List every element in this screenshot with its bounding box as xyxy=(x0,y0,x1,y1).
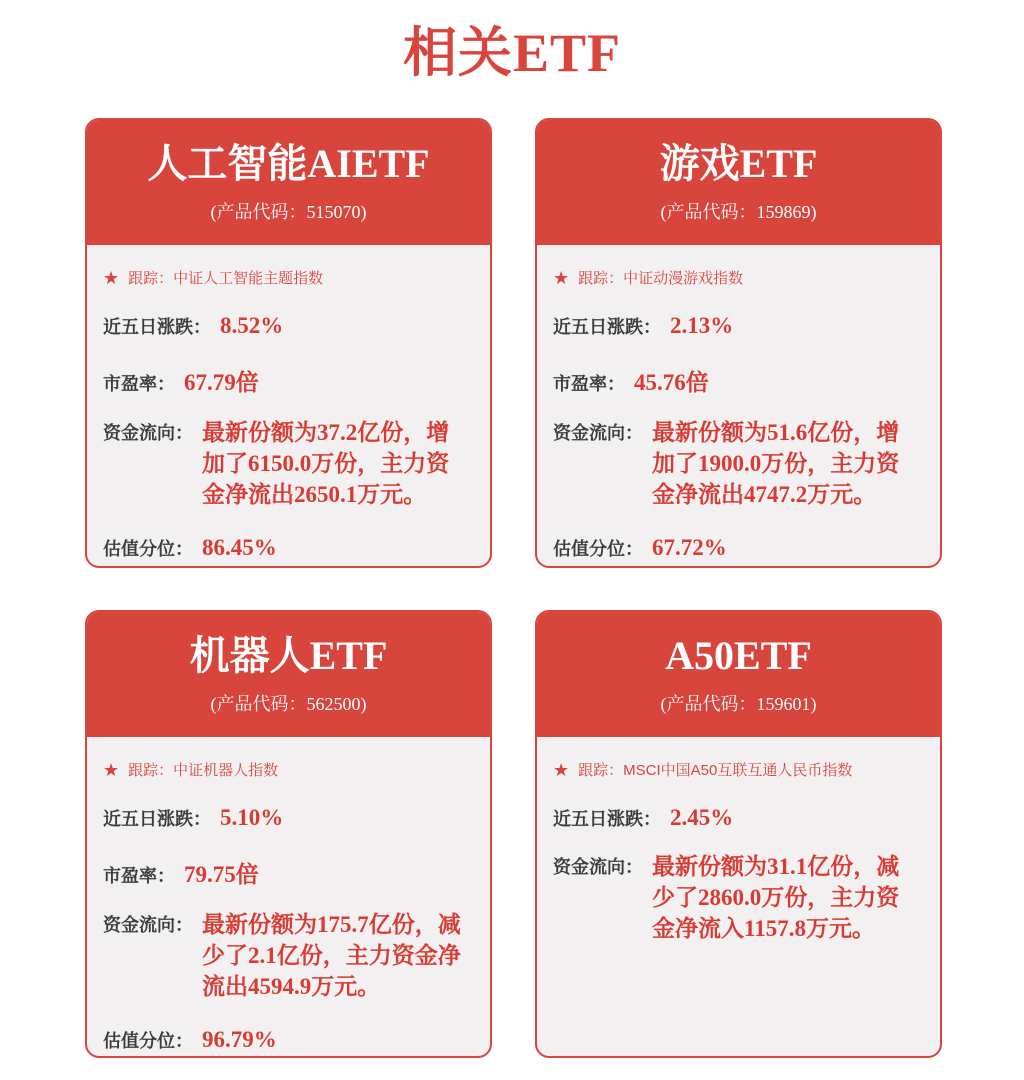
card-header xyxy=(87,120,490,245)
five-day-value: 2.13% xyxy=(670,313,734,338)
star-icon: ★ xyxy=(103,267,120,288)
card-body xyxy=(87,737,490,1056)
etf-title: 游戏ETF xyxy=(659,140,818,186)
etf-card-game xyxy=(535,118,942,568)
etf-card-robot xyxy=(85,610,492,1058)
track-label: 跟踪： xyxy=(128,762,174,779)
five-day-label: 近五日涨跌： xyxy=(103,809,211,829)
pe-label: 市盈率： xyxy=(103,866,175,886)
flow-label: 资金流向： xyxy=(553,423,643,443)
pe-row xyxy=(103,364,472,397)
flow-row xyxy=(553,855,922,944)
card-body xyxy=(537,737,940,1056)
etf-title: 人工智能AIETF xyxy=(147,140,430,186)
five-day-row xyxy=(553,313,922,339)
valuation-value: 86.45% xyxy=(202,535,277,560)
track-label: 跟踪： xyxy=(578,270,624,287)
star-icon: ★ xyxy=(553,267,570,288)
five-day-row xyxy=(553,805,922,831)
track-row xyxy=(103,759,472,780)
five-day-row xyxy=(103,313,472,339)
flow-value: 最新份额为51.6亿份，增加了1900.0万份，主力资金净流出4747.2万元。 xyxy=(652,420,900,507)
track-label: 跟踪： xyxy=(578,762,624,779)
star-icon: ★ xyxy=(103,759,120,780)
flow-value: 最新份额为175.7亿份，减少了2.1亿份，主力资金净流出4594.9万元。 xyxy=(202,912,461,999)
track-row xyxy=(553,759,922,780)
track-label: 跟踪： xyxy=(128,270,174,287)
etf-product-code: (产品代码：562500) xyxy=(210,693,367,714)
track-index: 中证机器人指数 xyxy=(173,762,279,779)
flow-row xyxy=(103,913,472,1002)
etf-card-aietf xyxy=(85,118,492,568)
valuation-row xyxy=(103,1027,472,1053)
page-title: 相关ETF xyxy=(402,23,622,83)
valuation-value: 96.79% xyxy=(202,1027,277,1052)
track-row xyxy=(103,267,472,288)
track-index: 中证人工智能主题指数 xyxy=(173,270,324,287)
etf-title: 机器人ETF xyxy=(189,632,388,678)
pe-value: 45.76倍 xyxy=(634,370,709,395)
track-index: MSCI中国A50互联互通人民币指数 xyxy=(623,762,853,779)
five-day-label: 近五日涨跌： xyxy=(553,317,661,337)
etf-card-a50 xyxy=(535,610,942,1058)
valuation-label: 估值分位： xyxy=(553,539,643,559)
pe-row xyxy=(553,364,922,397)
flow-row xyxy=(103,421,472,510)
five-day-label: 近五日涨跌： xyxy=(103,317,211,337)
etf-product-code: (产品代码：159869) xyxy=(660,201,817,222)
card-body xyxy=(537,245,940,566)
pe-value: 79.75倍 xyxy=(184,862,259,887)
card-header xyxy=(537,120,940,245)
etf-product-code: (产品代码：515070) xyxy=(210,201,367,222)
flow-value: 最新份额为37.2亿份，增加了6150.0万份，主力资金净流出2650.1万元。 xyxy=(202,420,450,507)
card-header xyxy=(537,612,940,737)
valuation-label: 估值分位： xyxy=(103,1031,193,1051)
track-index: 中证动漫游戏指数 xyxy=(623,270,744,287)
track-row xyxy=(553,267,922,288)
valuation-row xyxy=(103,535,472,561)
etf-product-code: (产品代码：159601) xyxy=(660,693,817,714)
five-day-row xyxy=(103,805,472,831)
flow-label: 资金流向： xyxy=(553,857,643,877)
pe-row xyxy=(103,856,472,889)
flow-row xyxy=(553,421,922,510)
flow-value: 最新份额为31.1亿份，减少了2860.0万份，主力资金净流入1157.8万元。 xyxy=(652,854,900,941)
valuation-label: 估值分位： xyxy=(103,539,193,559)
five-day-label: 近五日涨跌： xyxy=(553,809,661,829)
five-day-value: 2.45% xyxy=(670,805,734,830)
five-day-value: 5.10% xyxy=(220,805,284,830)
flow-label: 资金流向： xyxy=(103,915,193,935)
etf-title: A50ETF xyxy=(665,632,812,678)
valuation-row xyxy=(553,535,922,561)
card-body xyxy=(87,245,490,566)
valuation-value: 67.72% xyxy=(652,535,727,560)
star-icon: ★ xyxy=(553,759,570,780)
pe-value: 67.79倍 xyxy=(184,370,259,395)
pe-label: 市盈率： xyxy=(103,374,175,394)
five-day-value: 8.52% xyxy=(220,313,284,338)
flow-label: 资金流向： xyxy=(103,423,193,443)
card-header xyxy=(87,612,490,737)
pe-label: 市盈率： xyxy=(553,374,625,394)
